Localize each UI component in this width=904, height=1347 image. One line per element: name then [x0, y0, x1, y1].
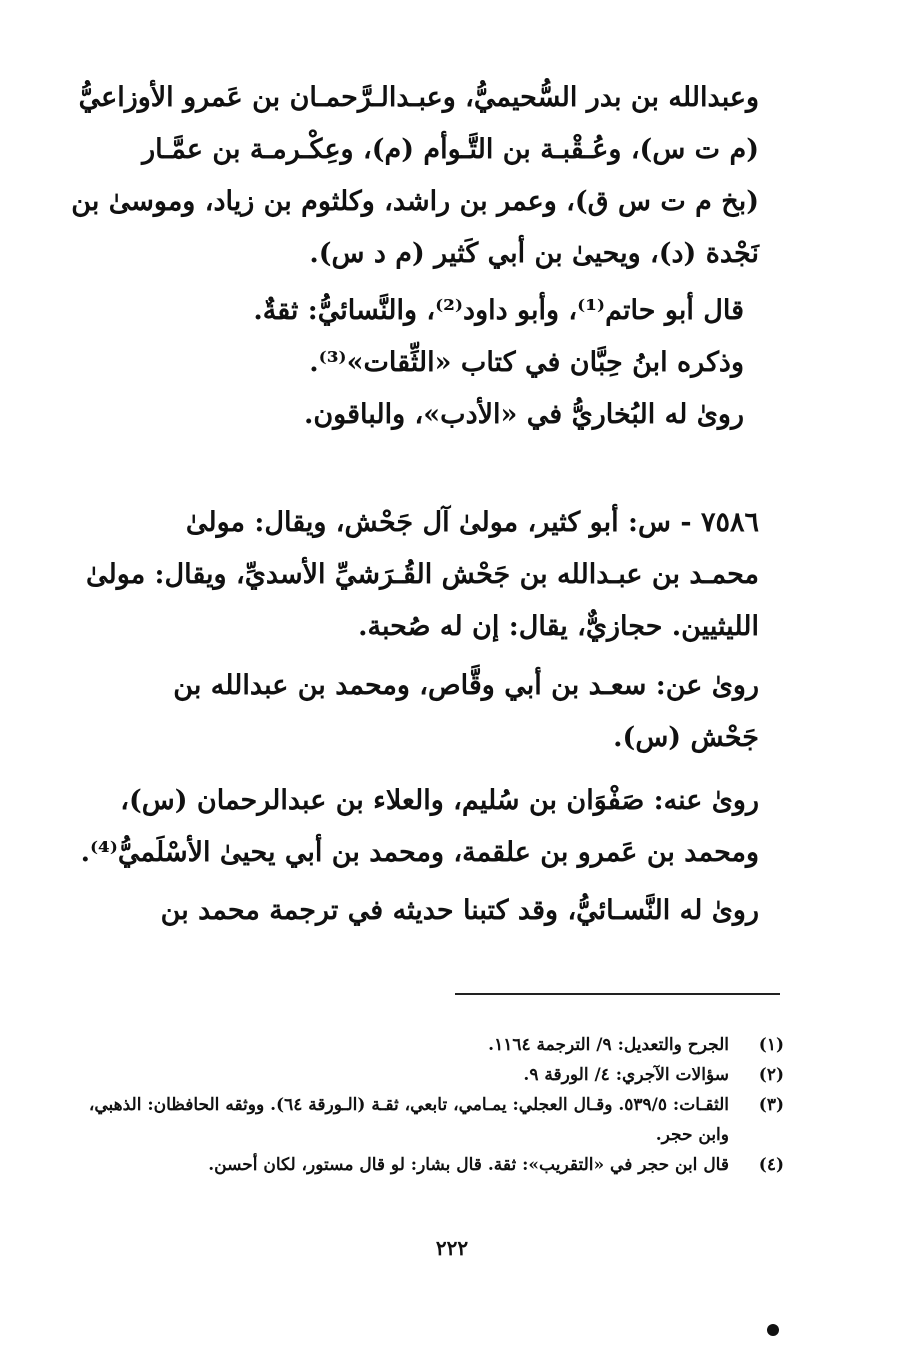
text-line: (م ت س)، وعُـقْبـة بن التَّـوأم (م)، وعِكْـرمـة بن عمَّـار	[142, 134, 759, 165]
footnote-text: قال ابن حجر في «التقريب»: ثقة. قال بشار: لو قال مستور، لكان أحسن.	[208, 1155, 729, 1175]
text-line: روىٰ له البُخاريُّ في «الأدب»، والباقون.	[303, 399, 744, 430]
text-line: قال أبو حاتم⁽¹⁾، وأبو داود⁽²⁾، والنَّسائيُّ: ثقةٌ.	[253, 295, 744, 326]
footnote-item	[84, 1150, 784, 1180]
text-line: روىٰ عنه: صَفْوَان بن سُليم، والعلاء بن عبدالرحمان (س)،	[120, 785, 759, 816]
text-line: وعبدالله بن بدر السُّحيميُّ، وعبـدالـرَّحمـان بن عَمرو الأوزاعيُّ	[78, 82, 759, 113]
footnote-number: (٢)	[758, 1065, 784, 1085]
text-line: وذكره ابنُ حِبَّان في كتاب «الثِّقات»⁽³⁾.	[309, 347, 744, 378]
text-line: (بخ م ت س ق)، وعمر بن راشد، وكلثوم بن زياد، وموسىٰ بن	[71, 186, 759, 217]
text-line: نَجْدة (د)، ويحيىٰ بن أبي كَثير (م د س).	[309, 238, 759, 269]
narrators-list-continued	[69, 72, 759, 280]
text-line: روىٰ عن: سعـد بن أبي وقَّاص، ومحمد بن عبدالله بن	[173, 670, 759, 701]
footnote-item	[84, 1030, 784, 1060]
text-line: الليثيين. حجازيٌّ، يقال: إن له صُحبة.	[358, 611, 759, 642]
footnote-text: الجرح والتعديل: ٩/ الترجمة ١١٦٤.	[488, 1035, 729, 1055]
entry-heading-7586	[69, 497, 759, 653]
text-line: جَحْش (س).	[613, 722, 759, 753]
footnote-text: الثقـات: ٥٣٩/٥. وقـال العجلي: يمـامي، تابعي، ثقـة (الـورقة ٦٤). ووثقه الحافظان: الذهبي، وابن حجر.	[88, 1095, 729, 1145]
footnote-divider	[455, 993, 780, 995]
footnote-number: (١)	[758, 1035, 784, 1055]
text-line: ومحمد بن عَمرو بن علقمة، ومحمد بن أبي يحيىٰ الأسْلَميُّ⁽⁴⁾.	[80, 837, 759, 868]
footnote-number: (٤)	[758, 1155, 784, 1175]
text-line: محمـد بن عبـدالله بن جَحْش القُـرَشيِّ الأسديِّ، ويقال: مولىٰ	[86, 559, 759, 590]
footnote-number: (٣)	[758, 1095, 784, 1115]
grading-paragraph	[54, 285, 744, 441]
text-line: روىٰ له النَّسـائيُّ، وقد كتبنا حديثه في ترجمة محمد بن	[160, 895, 759, 926]
footnote-text: سؤالات الآجري: ٤/ الورقة ٩.	[523, 1065, 729, 1085]
footnote-item	[84, 1060, 784, 1090]
narrated-for-paragraph	[69, 885, 759, 937]
narrated-from-paragraph	[69, 660, 759, 764]
scan-dot-mark	[767, 1324, 779, 1336]
footnote-item	[84, 1090, 784, 1150]
narrated-by-paragraph	[69, 775, 759, 879]
footnotes	[84, 1030, 784, 1180]
text-line: ٧٥٨٦ - س: أبو كثير، مولىٰ آل جَحْش، ويقال: مولىٰ	[185, 507, 759, 538]
page-number: ٢٢٢	[435, 1236, 469, 1260]
